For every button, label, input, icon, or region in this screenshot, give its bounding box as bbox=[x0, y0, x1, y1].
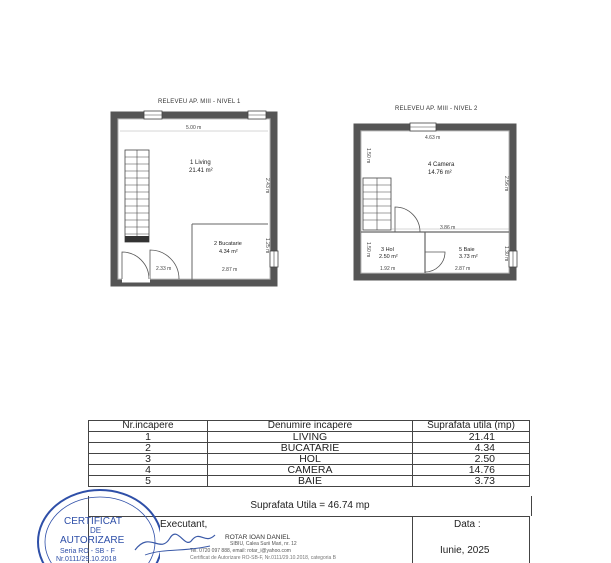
plan-level-1 bbox=[114, 111, 278, 283]
room-name-baie: 5 Baie bbox=[459, 247, 475, 253]
dimension-label: 1.92 m bbox=[380, 266, 396, 272]
authorization-stamp bbox=[20, 480, 160, 563]
table-row bbox=[89, 432, 530, 443]
executant-label: Executant, bbox=[160, 519, 208, 530]
room-number: 3 bbox=[89, 454, 208, 465]
room-area: 14.76 bbox=[413, 465, 530, 476]
table-header: Nr.incapere bbox=[89, 421, 208, 432]
signer-contact: Tel. 0720 097 888, email: rotar_i@yahoo.com bbox=[190, 548, 291, 554]
room-name: CAMERA bbox=[208, 465, 413, 476]
signer-address: SIBIU, Calea Surii Mari, nr. 12 bbox=[230, 541, 297, 547]
dimension-label: 2.87 m bbox=[455, 266, 471, 272]
room-area-camera: 14.76 m² bbox=[428, 170, 452, 176]
room-area: 4.34 bbox=[413, 443, 530, 454]
table-header: Suprafata utila (mp) bbox=[413, 421, 530, 432]
table-row bbox=[89, 443, 530, 454]
dimension-label: 2.43 m bbox=[264, 178, 270, 194]
stamp-text: Seria RO - SB - F bbox=[60, 548, 115, 555]
room-name-camera: 4 Camera bbox=[428, 162, 455, 168]
room-name-living: 1 Living bbox=[190, 160, 211, 166]
room-number: 2 bbox=[89, 443, 208, 454]
dimension-label: 1.50 m bbox=[365, 148, 371, 164]
room-name: BUCATARIE bbox=[208, 443, 413, 454]
rooms-table bbox=[88, 420, 530, 487]
room-name-bucatarie: 2 Bucatarie bbox=[214, 241, 242, 247]
table-row bbox=[89, 465, 530, 476]
document-date: Iunie, 2025 bbox=[440, 545, 490, 556]
signer-certificate: Certificat de Autorizare RO-SB-F, Nr.0111/29.10.2018, categoria B bbox=[190, 555, 337, 561]
plan-title-level-1: RELEVEU AP. MIII - NIVEL 1 bbox=[158, 99, 241, 105]
room-area: 21.41 bbox=[413, 432, 530, 443]
date-label: Data : bbox=[454, 519, 481, 530]
dimension-label: 2.33 m bbox=[156, 266, 172, 272]
dimension-label: 1.50 m bbox=[365, 242, 371, 258]
dimension-label: 1.30 m bbox=[503, 246, 509, 262]
room-name: HOL bbox=[208, 454, 413, 465]
room-name: LIVING bbox=[208, 432, 413, 443]
stamp-text: DE bbox=[90, 526, 102, 535]
staircase bbox=[125, 150, 149, 242]
room-area: 2.50 bbox=[413, 454, 530, 465]
stamp-text: AUTORIZARE bbox=[60, 535, 125, 546]
room-area-hol: 2.50 m² bbox=[379, 254, 398, 260]
door-baie bbox=[425, 252, 445, 272]
stamp-text: Nr.0111/29.10.2018 bbox=[56, 556, 117, 563]
table-header-row bbox=[89, 421, 530, 432]
door-entry bbox=[122, 250, 179, 279]
stamp-text: CERTIFICAT bbox=[64, 516, 122, 527]
room-name-hol: 3 Hol bbox=[381, 247, 394, 253]
staircase bbox=[363, 178, 391, 230]
dimension-label: 5.00 m bbox=[186, 125, 202, 131]
room-number: 4 bbox=[89, 465, 208, 476]
room-number: 5 bbox=[89, 476, 208, 487]
plan-level-2 bbox=[357, 123, 517, 277]
dimension-label: 3.86 m bbox=[440, 225, 456, 231]
table-header: Denumire incapere bbox=[208, 421, 413, 432]
room-name: BAIE bbox=[208, 476, 413, 487]
table-row bbox=[89, 454, 530, 465]
room-area: 3.73 bbox=[413, 476, 530, 487]
dimension-label: 2.87 m bbox=[222, 267, 238, 273]
dimension-label: 4.63 m bbox=[425, 135, 441, 141]
plan-title-level-2: RELEVEU AP. MIII - NIVEL 2 bbox=[395, 106, 478, 112]
room-area-baie: 3.73 m² bbox=[459, 254, 478, 260]
signer-name: ROTAR IOAN DANIEL bbox=[225, 534, 291, 541]
divider bbox=[412, 516, 413, 563]
dimension-label: 2.56 m bbox=[503, 176, 509, 192]
room-number: 1 bbox=[89, 432, 208, 443]
total-area: Suprafata Utila = 46.74 mp bbox=[88, 496, 532, 516]
room-area-living: 21.41 m² bbox=[189, 168, 213, 174]
door-camera bbox=[395, 207, 420, 232]
room-area-bucatarie: 4.34 m² bbox=[219, 249, 238, 255]
dimension-label: 1.25 m bbox=[264, 238, 270, 254]
